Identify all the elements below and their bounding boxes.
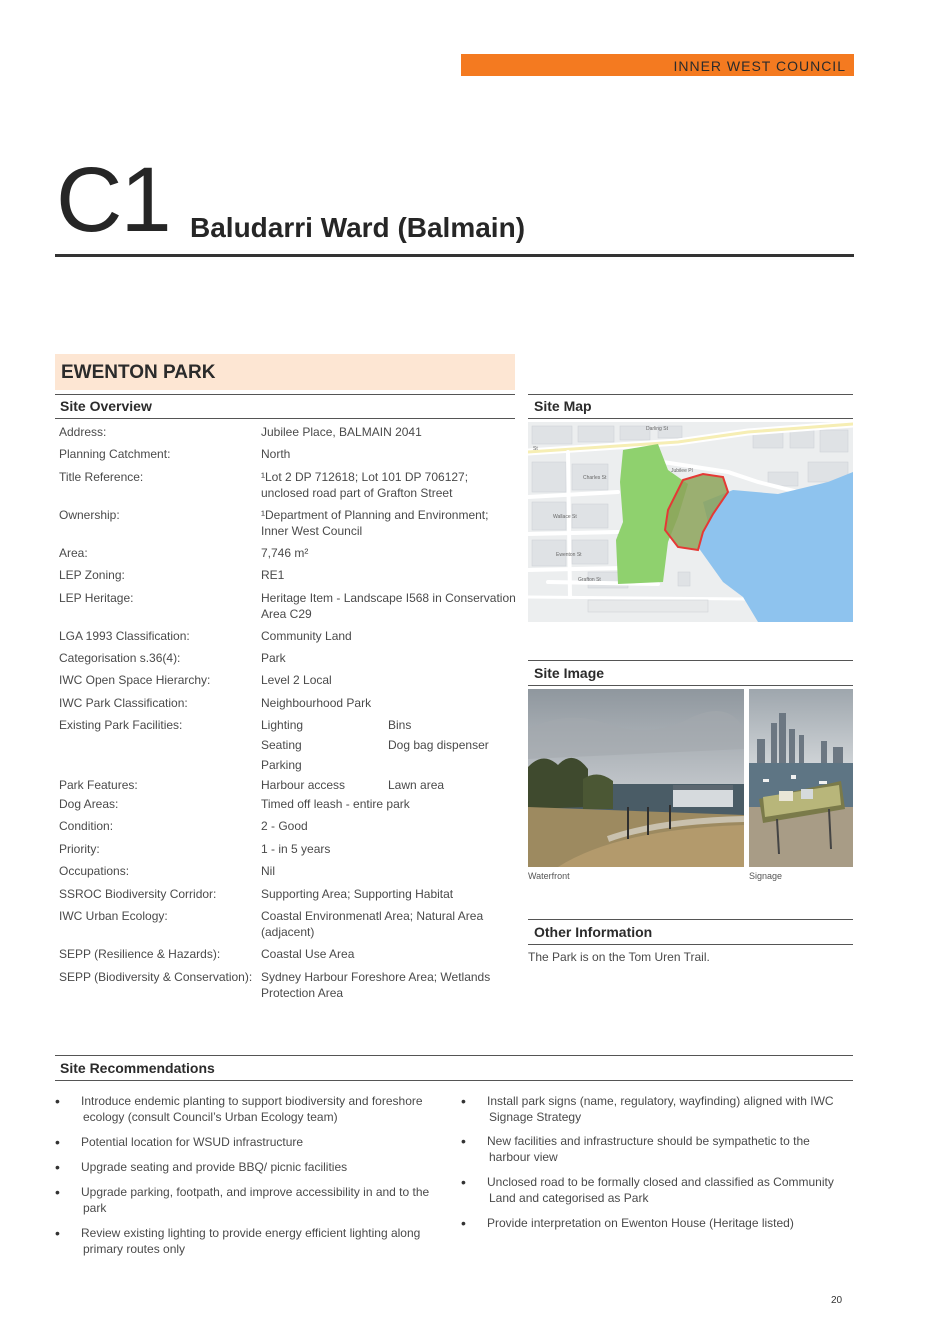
occupations-label: Occupations: — [59, 864, 130, 878]
title-reference-label: Title Reference: — [59, 470, 144, 484]
ward-divider — [55, 254, 854, 257]
rec-left-3: Upgrade seating and provide BBQ/ picnic facilities — [81, 1160, 348, 1174]
area-value: 7,746 m² — [261, 546, 309, 560]
bullet: • — [461, 1133, 466, 1149]
ownership-label: Ownership: — [59, 508, 120, 522]
map-bottom-rule — [528, 418, 853, 419]
overview-bottom-rule — [55, 418, 515, 419]
bullet: • — [461, 1093, 466, 1109]
ssroc-value: Supporting Area; Supporting Habitat — [261, 887, 454, 901]
heritage-label: LEP Heritage: — [59, 591, 134, 605]
map-label-jubilee-pl: Jubilee Pl — [671, 468, 693, 474]
heritage-line-1: Heritage Item - Landscape I568 in Conservation — [261, 591, 516, 605]
site-overview-title: Site Overview — [60, 398, 152, 414]
rec-left-1-line-1: Introduce endemic planting to support biodiversity and foreshore — [81, 1094, 423, 1108]
site-map-graphic — [528, 422, 853, 622]
overview-top-rule — [55, 394, 515, 395]
rec-left-4-line-1: Upgrade parking, footpath, and improve accessibility in and to the — [81, 1185, 430, 1199]
signage-caption: Signage — [749, 871, 783, 881]
map-label-ewenton-st: Ewenton St — [556, 552, 582, 558]
park-classification-value: Neighbourhood Park — [261, 696, 372, 710]
rec-left-5-line-2: primary routes only — [83, 1242, 186, 1256]
recommendations-top-rule — [55, 1055, 853, 1056]
features-label: Park Features: — [59, 778, 138, 792]
rec-right-1-line-1: Install park signs (name, regulatory, wayfinding) aligned with IWC — [487, 1094, 834, 1108]
sepp-biodiversity-label: SEPP (Biodiversity & Conservation): — [59, 970, 253, 984]
dog-areas-label: Dog Areas: — [59, 797, 119, 811]
bullet: • — [55, 1159, 60, 1175]
site-map — [528, 422, 853, 622]
sepp-biodiversity-line-2: Protection Area — [261, 986, 344, 1000]
ward-name: Baludarri Ward (Balmain) — [190, 212, 526, 243]
map-label-grafton-st: Grafton St — [578, 577, 601, 583]
rec-left-5-line-1: Review existing lighting to provide energy efficient lighting along — [81, 1226, 421, 1240]
rec-right-2-line-1: New facilities and infrastructure should be sympathetic to the — [487, 1134, 810, 1148]
ownership-line-2: Inner West Council — [261, 524, 363, 538]
ssroc-label: SSROC Biodiversity Corridor: — [59, 887, 217, 901]
bullet: • — [55, 1184, 60, 1200]
zoning-value: RE1 — [261, 568, 285, 582]
park-name-band: EWENTON PARK — [55, 354, 515, 390]
title-reference-line-2: unclosed road part of Grafton Street — [261, 486, 453, 500]
categorisation-value: Park — [261, 651, 286, 665]
bullet: • — [55, 1134, 60, 1150]
title-reference-line-1: ¹Lot 2 DP 712618; Lot 101 DP 706127; — [261, 470, 469, 484]
signage-photo — [749, 689, 853, 867]
lga-label: LGA 1993 Classification: — [59, 629, 190, 643]
image-top-rule — [528, 660, 853, 661]
bullet: • — [55, 1093, 60, 1109]
other-information-title: Other Information — [534, 924, 653, 940]
image-bottom-rule — [528, 685, 853, 686]
rec-left-4-line-2: park — [83, 1201, 107, 1215]
bullet: • — [461, 1215, 466, 1231]
zoning-label: LEP Zoning: — [59, 568, 125, 582]
sepp-resilience-value: Coastal Use Area — [261, 947, 355, 961]
facilities-label: Existing Park Facilities: — [59, 718, 183, 732]
facility-parking: Parking — [261, 758, 302, 772]
hierarchy-value: Level 2 Local — [261, 673, 332, 687]
catchment-label: Planning Catchment: — [59, 447, 171, 461]
rec-right-3-line-1: Unclosed road to be formally closed and classified as Community — [487, 1175, 834, 1189]
heritage-line-2: Area C29 — [261, 607, 312, 621]
recommendations-bottom-rule — [55, 1080, 853, 1081]
dog-areas-value: Timed off leash - entire park — [261, 797, 410, 811]
rec-right-3-line-2: Land and categorised as Park — [489, 1191, 649, 1205]
catchment-value: North — [261, 447, 291, 461]
facility-seating: Seating — [261, 738, 302, 752]
feature-lawn-area: Lawn area — [388, 778, 445, 792]
rec-right-1-line-2: Signage Strategy — [489, 1110, 582, 1124]
other-information-text: The Park is on the Tom Uren Trail. — [528, 950, 710, 964]
page-number: 20 — [831, 1295, 843, 1306]
waterfront-caption: Waterfront — [528, 871, 570, 881]
other-top-rule — [528, 919, 853, 920]
facility-dog-bag-dispenser: Dog bag dispenser — [388, 738, 489, 752]
urban-ecology-label: IWC Urban Ecology: — [59, 909, 168, 923]
occupations-value: Nil — [261, 864, 275, 878]
address-value: Jubilee Place, BALMAIN 2041 — [261, 425, 422, 439]
site-map-title: Site Map — [534, 398, 592, 414]
map-label-darling-st: Darling St — [646, 426, 668, 432]
condition-label: Condition: — [59, 819, 114, 833]
feature-harbour-access: Harbour access — [261, 778, 346, 792]
map-label-charles-st: Charles St — [583, 475, 607, 481]
facility-lighting: Lighting — [261, 718, 304, 732]
area-label: Area: — [59, 546, 88, 560]
rec-left-2: Potential location for WSUD infrastructure — [81, 1135, 304, 1149]
bullet: • — [461, 1174, 466, 1190]
rec-right-2-line-2: harbour view — [489, 1150, 558, 1164]
condition-value: 2 - Good — [261, 819, 308, 833]
map-label-st: St — [533, 446, 538, 452]
sepp-biodiversity-line-1: Sydney Harbour Foreshore Area; Wetlands — [261, 970, 491, 984]
facility-bins: Bins — [388, 718, 412, 732]
address-label: Address: — [59, 425, 107, 439]
council-header-band: INNER WEST COUNCIL — [461, 54, 854, 76]
other-bottom-rule — [528, 944, 853, 945]
waterfront-photo — [528, 689, 744, 867]
categorisation-label: Categorisation s.36(4): — [59, 651, 181, 665]
site-image-title: Site Image — [534, 665, 605, 681]
urban-ecology-line-2: (adjacent) — [261, 925, 315, 939]
priority-value: 1 - in 5 years — [261, 842, 331, 856]
urban-ecology-line-1: Coastal Environmenatl Area; Natural Area — [261, 909, 484, 923]
map-label-wallace-st: Wallace St — [553, 514, 577, 520]
ward-code: C1 — [56, 149, 170, 251]
ownership-line-1: ¹Department of Planning and Environment; — [261, 508, 489, 522]
rec-right-4: Provide interpretation on Ewenton House (Heritage listed) — [487, 1216, 794, 1230]
bullet: • — [55, 1225, 60, 1241]
rec-left-1-line-2: ecology (consult Council’s Urban Ecology team) — [83, 1110, 338, 1124]
site-recommendations-title: Site Recommendations — [60, 1060, 215, 1076]
sepp-resilience-label: SEPP (Resilience & Hazards): — [59, 947, 221, 961]
priority-label: Priority: — [59, 842, 100, 856]
park-classification-label: IWC Park Classification: — [59, 696, 188, 710]
lga-value: Community Land — [261, 629, 352, 643]
map-top-rule — [528, 394, 853, 395]
hierarchy-label: IWC Open Space Hierarchy: — [59, 673, 211, 687]
